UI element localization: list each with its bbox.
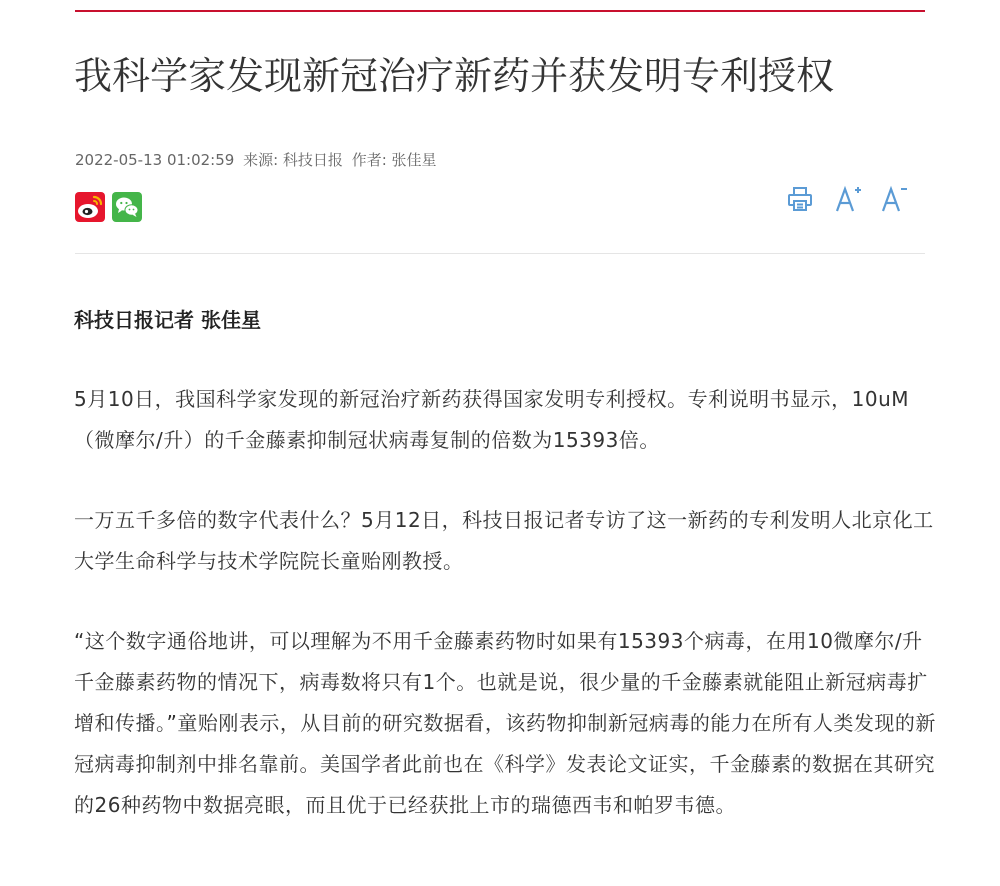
article-tools (786, 183, 922, 215)
article-meta (75, 149, 441, 170)
print-icon[interactable] (786, 184, 814, 214)
article-paragraph: “这个数字通俗地讲，可以理解为不用千金藤素药物时如果有15393个病毒，在用10微摩尔/升千金藤素药物的情况下，病毒数将只有1个。也就是说，很少量的千金藤素就能阻止新冠病毒扩增和传播。”童贻刚表示，从目前的研究数据看，该药物抑制新冠病毒的能力在所有人类发现的新冠病毒抑制剂中排名靠前。美国学者此前也在《科学》发表论文证实，千金藤素的数据在其研究的26种药物中数据亮眼，而且优于已经获批上市的瑞德西韦和帕罗韦德。 (74, 629, 936, 817)
reporter-line: 科技日报记者 张佳星 (74, 308, 261, 332)
font-increase-icon[interactable] (834, 183, 864, 215)
article-source: 来源: 科技日报 (243, 151, 343, 169)
top-rule (75, 10, 925, 12)
article-paragraph: 一万五千多倍的数字代表什么？5月12日，科技日报记者专访了这一新药的专利发明人北京化工大学生命科学与技术学院院长童贻刚教授。 (74, 508, 934, 573)
article-paragraph: 5月10日，我国科学家发现的新冠治疗新药获得国家发明专利授权。专利说明书显示，10uM（微摩尔/升）的千金藤素抑制冠状病毒复制的倍数为15393倍。 (74, 387, 910, 452)
weibo-icon[interactable] (75, 192, 105, 222)
header-divider (75, 253, 925, 254)
publish-datetime: 2022-05-13 01:02:59 (75, 151, 235, 169)
article-body (74, 300, 936, 865)
wechat-icon[interactable] (112, 192, 142, 222)
article-author: 作者: 张佳星 (351, 151, 437, 169)
font-decrease-icon[interactable] (880, 183, 910, 215)
share-bar (75, 192, 142, 222)
article-title: 我科学家发现新冠治疗新药并获发明专利授权 (74, 54, 835, 98)
